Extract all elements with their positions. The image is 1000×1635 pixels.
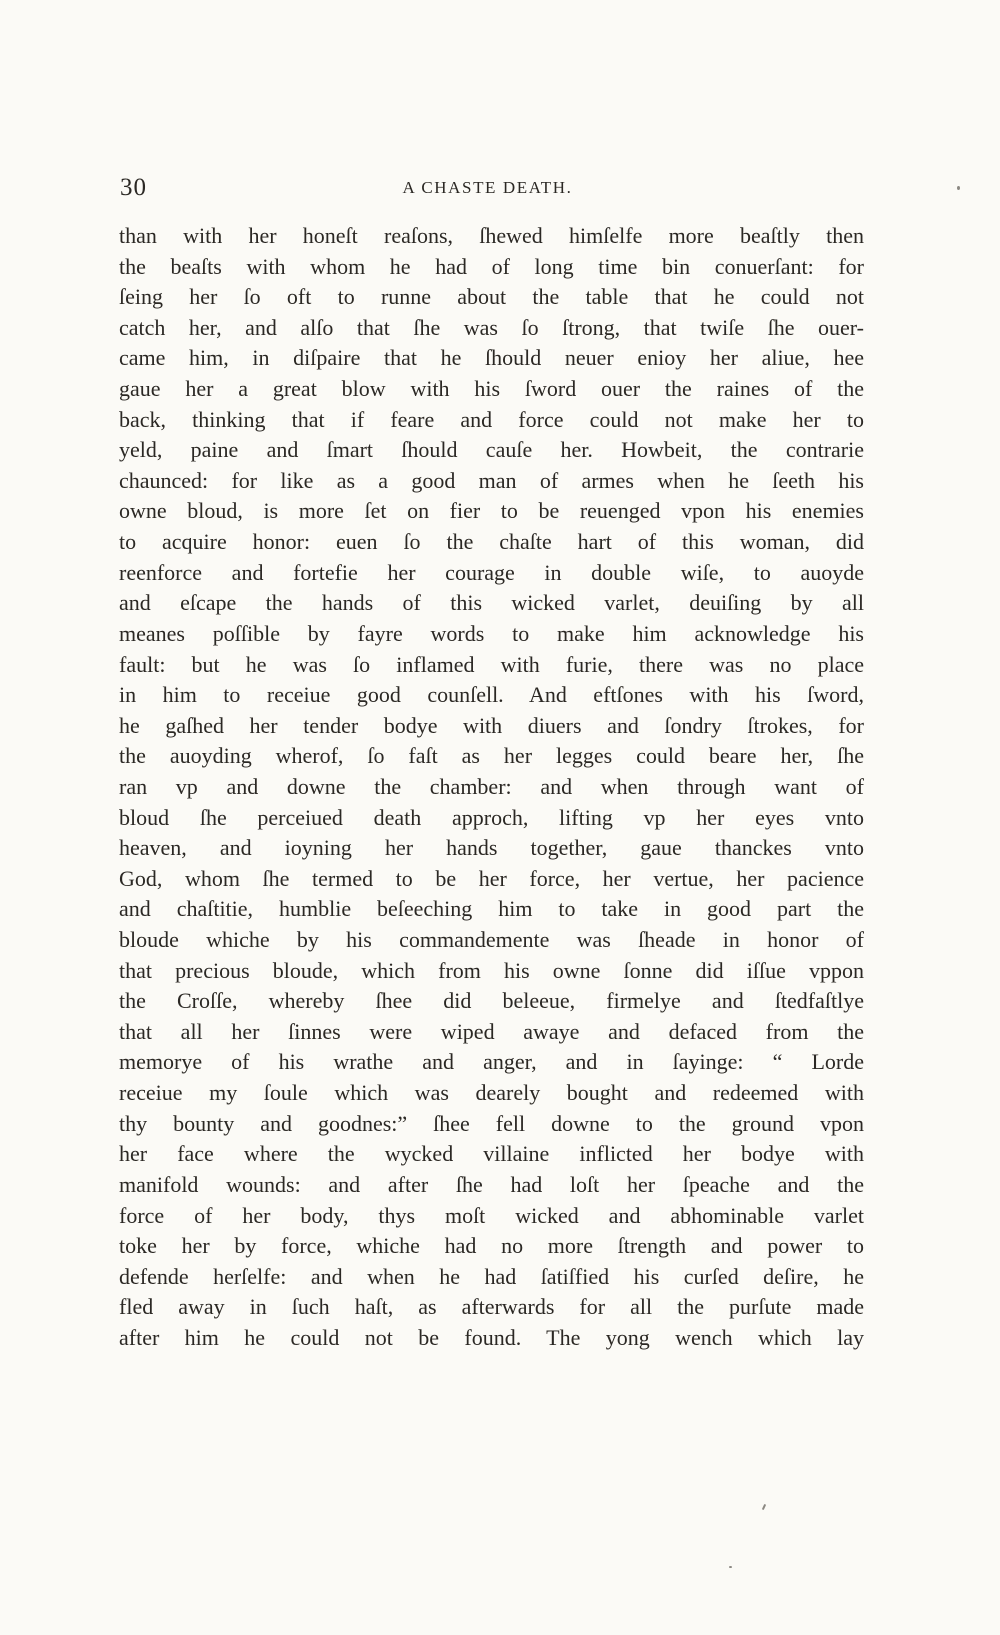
text-line: reenforce and fortefie her courage in double wiſe, to auoyde <box>119 559 864 585</box>
paper-speck <box>729 1566 732 1568</box>
text-line: the Croſſe, whereby ſhee did beleeue, firmelye and ſtedfaſtlye <box>119 988 864 1014</box>
text-line: and chaſtitie, humblie beſeeching him to take in good part the <box>119 896 864 922</box>
text-line: defende herſelfe: and when he had ſatiſfied his curſed deſire, he <box>119 1263 864 1289</box>
page-number: 30 <box>120 174 147 201</box>
text-line: God, whom ſhe termed to be her force, her vertue, her pacience <box>119 865 864 891</box>
paper-speck <box>762 1504 766 1510</box>
text-line: receiue my ſoule which was dearely bought and redeemed with <box>119 1080 864 1106</box>
text-line: meanes poſſible by fayre words to make him acknowledge his <box>119 620 864 646</box>
text-line: manifold wounds: and after ſhe had loſt her ſpeache and the <box>119 1171 864 1197</box>
text-line: and eſcape the hands of this wicked varlet, deuiſing by all <box>119 590 864 616</box>
body-text <box>119 221 864 1354</box>
running-head <box>120 174 855 214</box>
text-line: fled away in ſuch haſt, as afterwards for all the purſute made <box>119 1294 864 1320</box>
text-line: came him, in diſpaire that he ſhould neuer enioy her aliue, hee <box>119 345 864 371</box>
text-line: yeld, paine and ſmart ſhould cauſe her. Howbeit, the contrarie <box>119 437 864 463</box>
text-line: the auoyding wherof, ſo faſt as her legges could beare her, ſhe <box>119 743 864 769</box>
text-line: bloud ſhe perceiued death approch, lifting vp her eyes vnto <box>119 804 864 830</box>
text-line: toke her by force, whiche had no more ſtrength and power to <box>119 1233 864 1259</box>
text-line: fault: but he was ſo inflamed with furie, there was no place <box>119 651 864 677</box>
text-line: her face where the wycked villaine inflicted her bodye with <box>119 1141 864 1167</box>
text-line: memorye of his wrathe and anger, and in ſayinge: “ Lorde <box>119 1049 864 1075</box>
text-line: that precious bloude, which from his owne ſonne did iſſue vppon <box>119 957 864 983</box>
text-line: to acquire honor: euen ſo the chaſte hart of this woman, did <box>119 529 864 555</box>
text-line: owne bloud, is more ſet on fier to be reuenged vpon his enemies <box>119 498 864 524</box>
text-line: bloude whiche by his commandemente was ſheade in honor of <box>119 927 864 953</box>
text-line: catch her, and alſo that ſhe was ſo ſtrong, that twiſe ſhe ouer- <box>119 314 864 340</box>
paper-speck <box>957 186 960 190</box>
text-line: that all her ſinnes were wiped awaye and defaced from the <box>119 1018 864 1044</box>
text-line: he gaſhed her tender bodye with diuers and ſondry ſtrokes, for <box>119 712 864 738</box>
text-line: after him he could not be found. The yong wench which lay <box>119 1324 864 1350</box>
text-line: in him to receiue good counſell. And eftſones with his ſword, <box>119 682 864 708</box>
text-line: heaven, and ioyning her hands together, gaue thanckes vnto <box>119 835 864 861</box>
text-line: ſeing her ſo oft to runne about the table that he could not <box>119 284 864 310</box>
text-line: ran vp and downe the chamber: and when through want of <box>119 773 864 799</box>
text-line: chaunced: for like as a good man of armes when he ſeeth his <box>119 467 864 493</box>
text-line: force of her body, thys moſt wicked and abhominable varlet <box>119 1202 864 1228</box>
text-line: gaue her a great blow with his ſword ouer the raines of the <box>119 376 864 402</box>
text-line: back, thinking that if feare and force could not make her to <box>119 406 864 432</box>
page-title: A CHASTE DEATH. <box>402 178 573 197</box>
text-line: than with her honeſt reaſons, ſhewed himſelfe more beaſtly then <box>119 223 864 248</box>
text-line: thy bounty and goodnes:” ſhee fell downe to the ground vpon <box>119 1110 864 1136</box>
text-line: the beaſts with whom he had of long time bin conuerſant: for <box>119 253 864 279</box>
